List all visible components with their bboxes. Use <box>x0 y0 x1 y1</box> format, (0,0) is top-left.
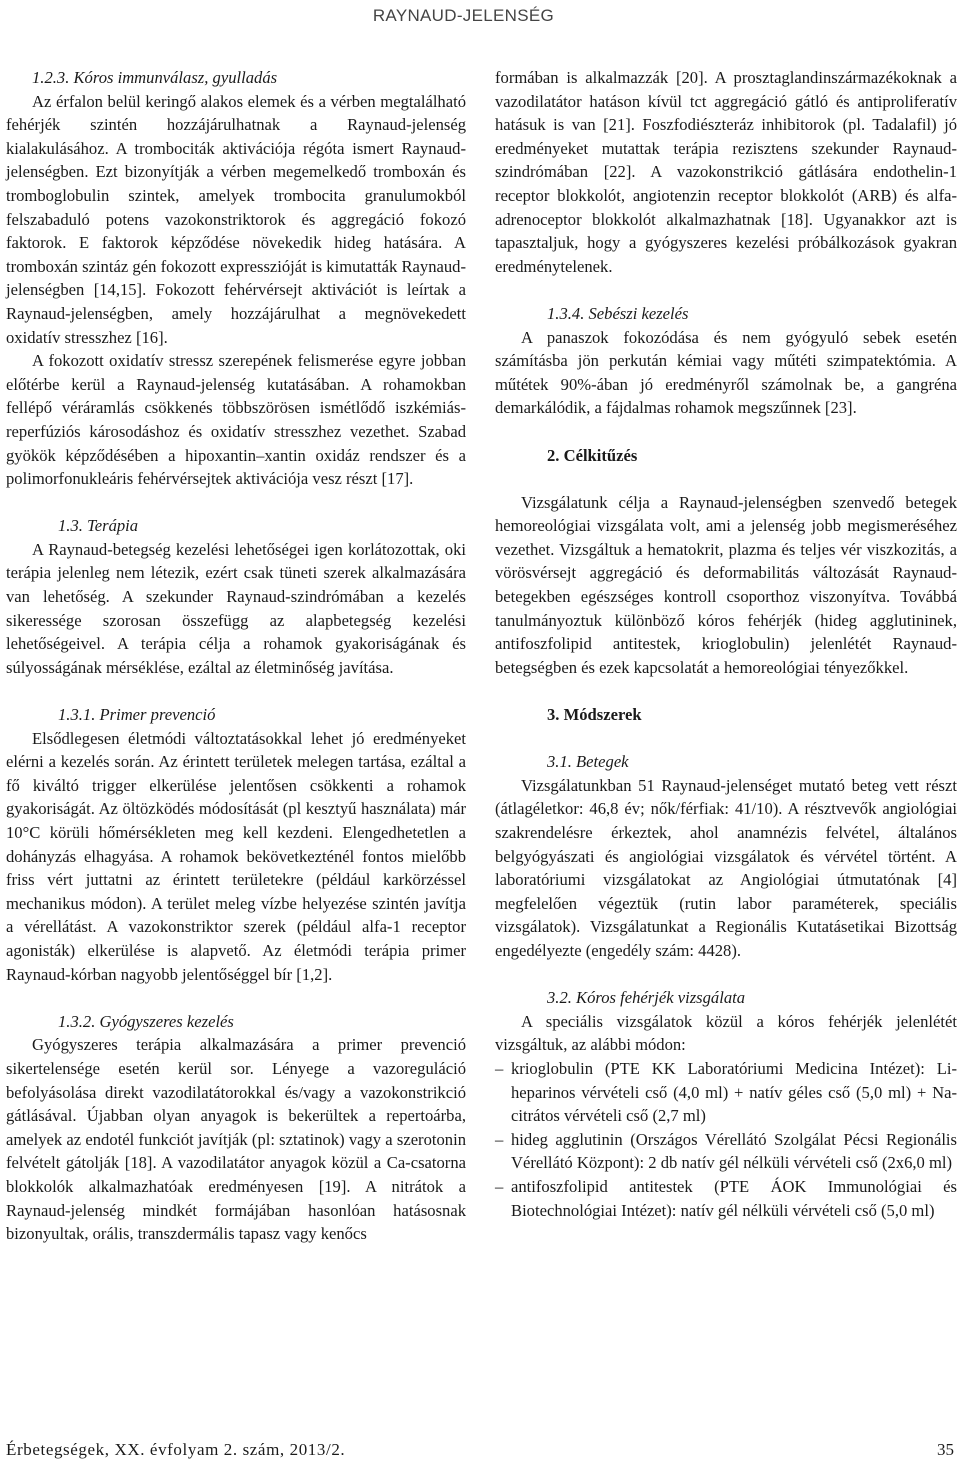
list-item <box>495 1057 957 1128</box>
list-dash: – <box>495 1058 504 1078</box>
section-1-2-3-heading: 1.2.3. Kóros immunválasz, gyulladás <box>32 68 278 87</box>
list-item <box>495 1128 957 1175</box>
section-1-2-3-paragraph-2: A fokozott oxidatív stressz szerepének felismerése egyre jobban előtérbe kerül a Raynaud-jelenség kutatásában. A rohamokban fellépő véráramlás csökkenés többszörösen ismétlődő iszkémiás-reperfúziós károsodáshoz és oxidatív stresszhez vezethet. Szabad gyökök képződésében a hipoxantin–xantin oxidáz rendszer és a polimorfonukleáris fehérvérsejtek aktivációja vesz részt [17]. <box>6 351 466 489</box>
section-3-1-heading: 3.1. Betegek <box>547 752 629 772</box>
section-1-3-heading: 1.3. Terápia <box>58 516 139 536</box>
section-1-3-4-paragraph: A panaszok fokozódása és nem gyógyuló sebek esetén számításba jön perkután kémiai vagy műtéti szimpatektómia. A műtétek 90%-ában jó eredményről számolnak be, a gangréna demarkálódik, a fájdalmas rohamok megszűnnek [23]. <box>495 327 957 418</box>
list-dash: – <box>495 1176 504 1196</box>
section-2-paragraph: Vizsgálatunk célja a Raynaud-jelenségben szenvedő betegek hemoreológiai vizsgálata volt, ami a jelenség jobb megismeréséhez vezethet. Vizsgáltuk a hematokrit, plazma és teljes vér viszkozitás, a vörösvérsejt aggregáció és deformabilitás változását Raynaud-betegekben egészséges kontroll csoporthoz viszonyítva. Továbbá tanulmányoztuk különböző kóros fehérjék (hideg agglutininek, antifoszfolipid antitestek, krioglobulin) jelenlétét Raynaud-betegségben és ezek kapcsolatát a hemoreológiai tényezőkkel. <box>495 492 957 677</box>
list-dash: – <box>495 1129 504 1149</box>
list-item-text: hideg agglutinin (Országos Vérellátó Szolgálat Pécsi Regionális Vérellátó Központ): 2 db natív gél nélküli vérvételi cső (2x6,0 ml) <box>511 1129 957 1173</box>
section-3-2-paragraph: A speciális vizsgálatok közül a kóros fehérjék jelenlétét vizsgáltuk, az alábbi módon: <box>495 1011 957 1055</box>
section-3-heading: 3. Módszerek <box>547 705 642 725</box>
section-1-3-2-paragraph: Gyógyszeres terápia alkalmazására a primer prevenció sikertelensége esetén kerül sor. Lényege a vazoreguláció befolyásolása direkt vazodilatátorokkal és/vagy a vazokonstrikció gátlásával. Újabban olyan anyagok is bekerültek a repertoárba, amelyek az endotél funkciót javítják (pl: sztatinok) vagy a szerotonin felvételt gátolják [18]. A vazodilatátor anyagok közül a Ca-csatorna blokkolók alkalmazhatóak eredményesen [19]. A nitrátok a Raynaud-jelenség mindkét formájában hasonlóan hatásosnak bizonyultak, orális, transzdermális tapasz vagy kenőcs <box>6 1035 466 1244</box>
section-1-3-1-heading: 1.3.1. Primer prevenció <box>58 705 216 725</box>
right-column <box>495 66 957 1222</box>
section-3-2-heading: 3.2. Kóros fehérjék vizsgálata <box>547 988 746 1008</box>
section-1-3-paragraph: A Raynaud-betegség kezelési lehetőségei igen korlátozottak, oki terápia jelenleg nem létezik, ezért csak tüneti szerek alkalmazására van lehetőség. A szekunder Raynaud-szindrómában a kezelés sikeressége szorosan összefügg az alapbetegség kezelési lehetőségeivel. A terápia célja a rohamok gyakoriságának és súlyosságának mérséklése, ezáltal az életminőség javítása. <box>6 539 466 677</box>
left-column <box>6 66 466 1246</box>
section-1-3-1-paragraph: Elsődlegesen életmódi változtatásokkal lehet jó eredményeket elérni a kezelés során. Az érintett területek melegen tartása, ezáltal a fő kiváltó trigger elkerülése jelentősen csökkenti a rohamok gyakoriságát. Az öltözködés módosítását (pl kesztyű használata) már 10°C körüli hőmérsékleten meg kell kezdeni. Elengedhetetlen a dohányzás elhagyása. A rohamok bekövetkezténél fontos mielőbb friss vért juttatni az érintett területekre (például karkörzéssel mechanikus módon). A terület meleg vízbe helyezése szintén javítja a vérellátást. A vazokonstriktor szerek (például alfa-1 receptor agonisták) elkerülése is alapvető. Az életmódi terápia primer Raynaud-kórban nagyobb jelentőséggel bír [1,2]. <box>6 728 466 984</box>
section-1-2-3-paragraph-1: Az érfalon belül keringő alakos elemek és a vérben megtalálható fehérjék szintén hozzájárulhatnak a Raynaud-jelenség kialakulásához. A trombociták aktivációja régóta ismert Raynaud-jelenségben. Ezt bizonyítják a vérben megemelkedő tromboxán és tromboglobulin szintek, amelyek trombocita granulumokból felszabaduló potens vazokonstriktorok és aggregáció fokozó faktorok. E faktorok képződése növekedik hideg hatására. A tromboxán szintáz gén fokozott expresszióját is kimutatták Raynaud-jelenségben [14,15]. Fokozott fehérvérsejt aktivációt is leírtak a Raynaud-jelenségben, amely hozzájárulhat a megnövekedett oxidatív stresszhez [16]. <box>6 91 466 347</box>
journal-citation: Érbetegségek, XX. évfolyam 2. szám, 2013/2. <box>6 1440 346 1459</box>
list-item <box>495 1175 957 1222</box>
list-item-text: krioglobulin (PTE KK Laboratóriumi Medicina Intézet): Li-heparinos vérvételi cső (4,0 ml) + natív géles cső (5,0 ml) + Na-citrátos vérvételi cső (2,7 ml) <box>511 1058 957 1126</box>
page-number: 35 <box>937 1440 954 1459</box>
section-1-3-4-heading: 1.3.4. Sebészi kezelés <box>547 303 689 323</box>
section-3-1-paragraph: Vizsgálatunkban 51 Raynaud-jelenséget mutató beteg vett részt (átlagéletkor: 46,8 év; nők/férfiak: 41/10). A résztvevők angiológiai szakrendelésre érkeztek, ahol anamnézis felvétel, általános belgyógyászati és angiológiai vizsgálatok és vérvétel történt. A laboratóriumi vizsgálatokat az Angiológiai útmutatónak [4] megfelelően végeztük (rutin labor paraméterek, speciális vizsgálatok). Vizsgálatunkat a Regionális Kutatásetikai Bizottság engedélyezte (engedély szám: 4428). <box>495 775 957 960</box>
section-1-3-2-heading: 1.3.2. Gyógyszeres kezelés <box>58 1011 234 1031</box>
list-item-text: antifoszfolipid antitestek (PTE ÁOK Immunológiai és Biotechnológiai Intézet): natív gél nélküli vérvételi cső (5,0 ml) <box>511 1176 957 1220</box>
protein-test-list <box>495 1057 957 1222</box>
continued-paragraph: formában is alkalmazzák [20]. A prosztaglandinszármazékoknak a vazodilatátor hatáson kívül tct aggregáció gátló és antiproliferatív hatásuk is van [21]. Foszfodiészteráz inhibitorok (pl. Tadalafil) jó eredményeket mutattak terápia rezisztens szekunder Raynaud-szindrómában [22]. A vazokonstrikció gátlására endothelin-1 receptor blokkolót, angiotenzin receptor blokkolót (ARB) és alfa-adrenoceptor blokkolót alkalmazhatnak [18]. Ugyanakkor azt is tapasztaljuk, hogy a gyógyszeres kezelési próbálkozások gyakran eredménytelenek. <box>495 68 957 276</box>
running-header: RAYNAUD-JELENSÉG <box>372 6 554 25</box>
section-2-heading: 2. Célkitűzés <box>547 445 638 465</box>
